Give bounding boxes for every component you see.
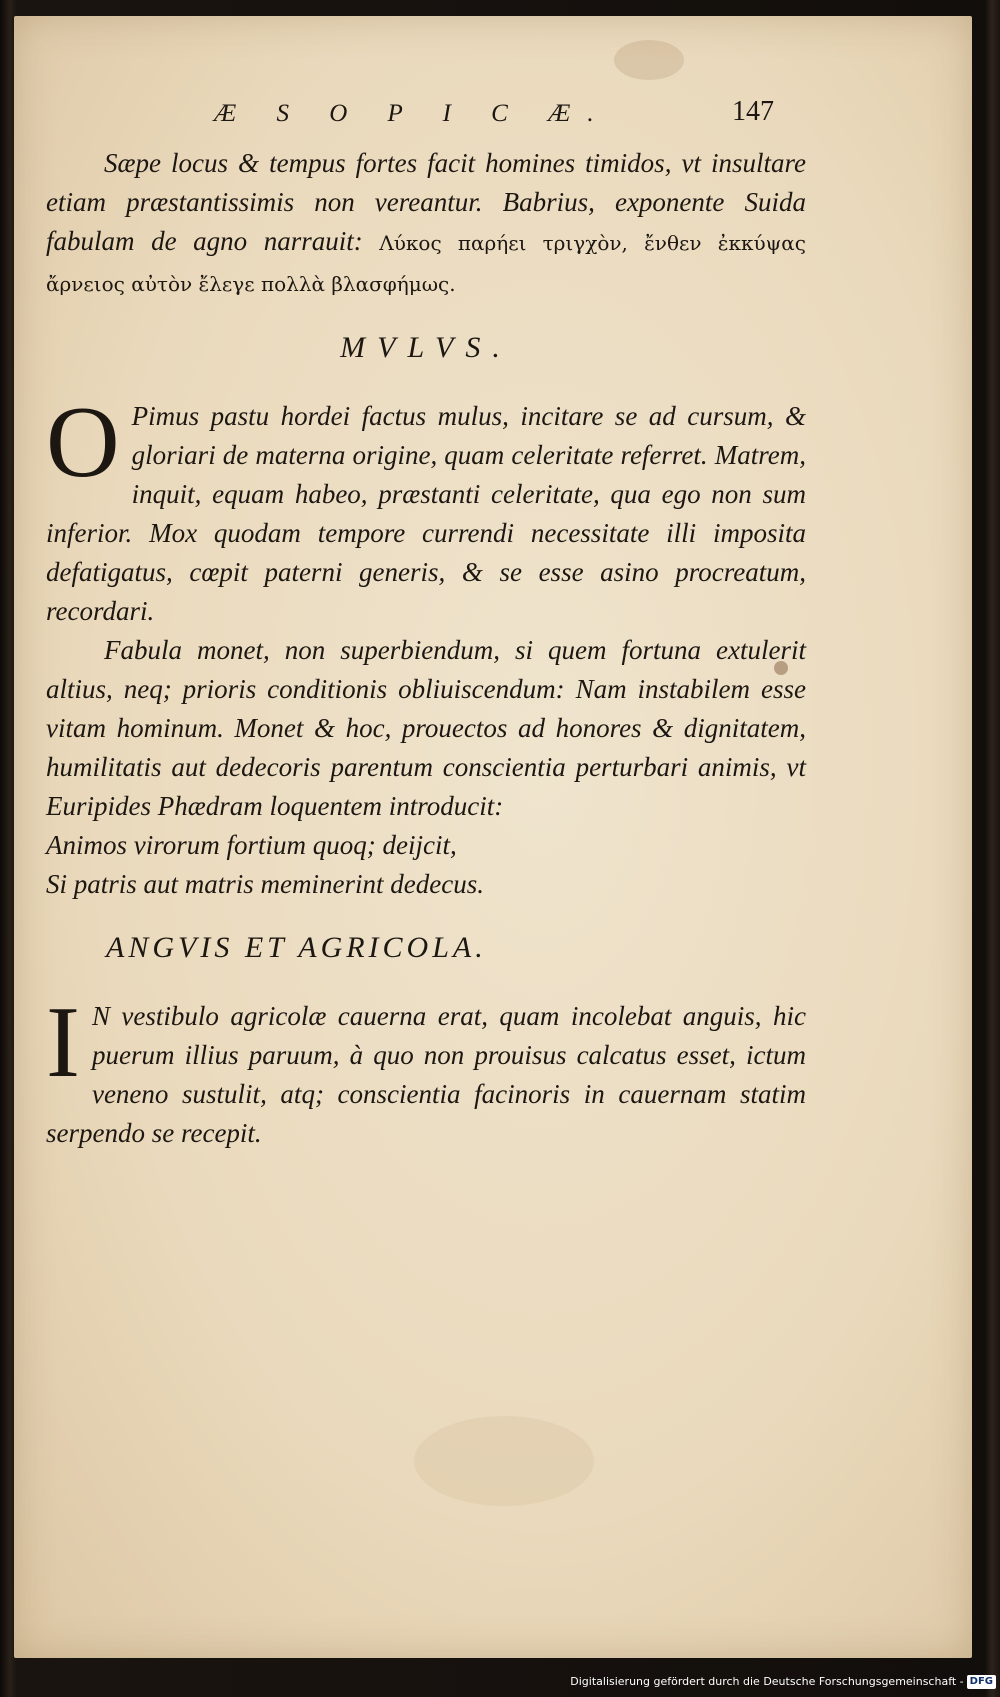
verse-line: Si patris aut matris meminerint dedecus. xyxy=(46,869,484,899)
intro-paragraph xyxy=(46,144,806,304)
fable-heading-mulus: MVLVS. xyxy=(340,331,512,364)
fable-body-anguis xyxy=(46,986,806,1153)
fable-body-mulus xyxy=(46,386,806,631)
running-head xyxy=(214,90,774,134)
intro-greek: Λύκος παρήει τριγχὸν, ἔνθεν ἐκκύψας ἄρνειος αὐτὸν ἔλεγε πολλὰ βλασφήμως. xyxy=(46,231,806,296)
fable-body-text: N vestibulo agricolæ cauerna erat, quam incolebat anguis, hic puerum illius paruum, à quo non prouisus calcatus esset, ictum veneno sustulit, atq; conscientia facinoris in cauernam statim serpendo se recepit. xyxy=(46,1001,806,1148)
fable-moral-mulus: Fabula monet, non superbiendum, si quem fortuna extulerit altius, neq; prioris conditionis obliuiscendum: Nam instabilem esse vitam hominum. Monet & hoc, prouectos ad honores & dignitatem, humilitatis aut dedecoris parentum conscientia perturbari animis, vt Euripides Phædram loquentem introducit: xyxy=(46,635,806,821)
paper-stain xyxy=(614,40,684,80)
running-head-title: Æ S O P I C Æ. xyxy=(214,100,611,127)
dfg-logo: DFG xyxy=(967,1675,996,1689)
fable-heading-anguis: ANGVIS ET AGRICOLA. xyxy=(106,931,487,964)
footer-text: Digitalisierung gefördert durch die Deutsche Forschungsgemeinschaft - xyxy=(570,1675,964,1688)
book-page xyxy=(14,16,972,1658)
verse-line: Animos virorum fortium quoq; deijcit, xyxy=(46,830,457,860)
drop-cap: I xyxy=(46,986,80,1099)
page-text xyxy=(46,144,806,1153)
drop-cap: O xyxy=(46,386,120,499)
paper-stain xyxy=(414,1416,594,1506)
intro-latin: Sæpe locus & tempus fortes facit homines timidos, vt insultare etiam præstantissimis non vereantur. Babrius, exponente Suida fabulam de agno narrauit: xyxy=(46,148,806,256)
footer-credit xyxy=(560,1671,996,1693)
verse-quotation xyxy=(46,826,806,904)
page-number: 147 xyxy=(732,96,774,127)
fable-body-text: Pimus pastu hordei factus mulus, incitare se ad cursum, & gloriari de materna origine, quam celeritate referret. Matrem, inquit, equam habeo, præstanti celeritate, qua ego non sum inferior. Mox quodam tempore currendi necessitate illi imposita defatigatus, cœpit paterni generis, & se esse asino procreatum, recordari. xyxy=(46,401,806,626)
